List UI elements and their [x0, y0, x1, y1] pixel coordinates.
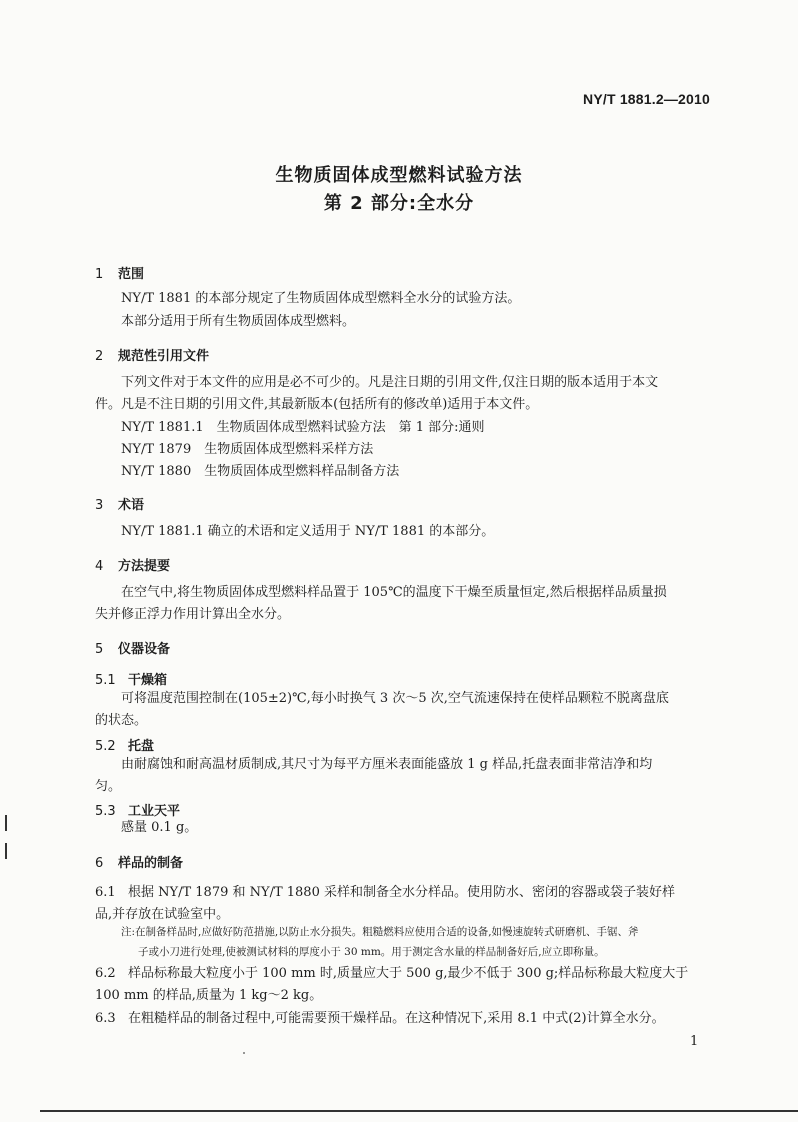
- scan-mark: [5, 843, 7, 859]
- note: 注:在制备样品时,应做好防范措施,以防止水分损失。粗糙燃料应使用合适的设备,如慢速旋转式研磨机、手锯、斧: [121, 926, 639, 938]
- section-number: 5: [95, 642, 104, 657]
- paragraph: NY/T 1881.1 确立的术语和定义适用于 NY/T 1881 的本部分。: [121, 524, 495, 539]
- section-number: 1: [95, 267, 104, 282]
- section-5-heading: [95, 638, 170, 657]
- page-bottom-border: [40, 1110, 798, 1112]
- note: 子或小刀进行处理,使被测试材料的厚度小于 30 mm。用于测定含水量的样品制备好后,应立即称量。: [138, 946, 605, 958]
- section-number: 4: [95, 559, 104, 574]
- reference-item: NY/T 1879 生物质固体成型燃料采样方法: [121, 442, 374, 457]
- section-title: 仪器设备: [118, 642, 171, 657]
- clause-number: 6.1: [95, 885, 116, 900]
- section-number: 2: [95, 349, 104, 364]
- subsection-title: 干燥箱: [128, 673, 168, 688]
- clause-number: 6.3: [95, 1011, 116, 1026]
- section-title: 范围: [118, 267, 145, 282]
- section-4-heading: [95, 555, 170, 574]
- subsection-number: 5.1: [95, 673, 116, 688]
- paragraph: 匀。: [95, 779, 122, 794]
- paragraph: 品,并存放在试验室中。: [95, 907, 230, 922]
- paragraph: 在空气中,将生物质固体成型燃料样品置于 105℃的温度下干燥至质量恒定,然后根据样品质量损: [121, 585, 667, 600]
- section-number: 3: [95, 498, 104, 513]
- paragraph: 本部分适用于所有生物质固体成型燃料。: [121, 314, 356, 329]
- reference-item: NY/T 1880 生物质固体成型燃料样品制备方法: [121, 464, 400, 479]
- clause-text: 根据 NY/T 1879 和 NY/T 1880 采样和制备全水分样品。使用防水、密闭的容器或袋子装好样: [128, 885, 675, 900]
- paragraph: 由耐腐蚀和耐高温材质制成,其尺寸为每平方厘米表面能盛放 1 g 样品,托盘表面非常洁净和均: [121, 757, 653, 772]
- subsection-5-2-heading: [95, 735, 154, 754]
- paragraph: 100 mm 的样品,质量为 1 kg～2 kg。: [95, 988, 323, 1003]
- paragraph: 件。凡是不注日期的引用文件,其最新版本(包括所有的修改单)适用于本文件。: [95, 397, 539, 412]
- page-number: 1: [690, 1034, 699, 1049]
- standard-code: NY/T 1881.2—2010: [583, 91, 710, 107]
- section-6-heading: [95, 852, 183, 871]
- paragraph: 可将温度范围控制在(105±2)℃,每小时换气 3 次～5 次,空气流速保持在使样品颗粒不脱离盘底: [121, 691, 669, 706]
- clause-6-1: [95, 882, 675, 904]
- section-title: 样品的制备: [118, 856, 184, 871]
- paragraph: 感量 0.1 g。: [121, 820, 198, 835]
- clause-number: 6.2: [95, 966, 116, 981]
- subsection-number: 5.2: [95, 739, 116, 754]
- document-title: 生物质固体成型燃料试验方法: [275, 165, 523, 186]
- section-number: 6: [95, 856, 104, 871]
- subsection-number: 5.3: [95, 804, 116, 819]
- paragraph: NY/T 1881 的本部分规定了生物质固体成型燃料全水分的试验方法。: [121, 291, 521, 306]
- section-title: 术语: [118, 498, 145, 513]
- paragraph: 下列文件对于本文件的应用是必不可少的。凡是注日期的引用文件,仅注日期的版本适用于本文: [121, 375, 659, 390]
- section-2-heading: [95, 345, 209, 364]
- subsection-5-1-heading: [95, 669, 167, 688]
- section-title: 方法提要: [118, 559, 171, 574]
- section-3-heading: [95, 494, 144, 513]
- reference-item: NY/T 1881.1 生物质固体成型燃料试验方法 第 1 部分:通则: [121, 420, 485, 435]
- clause-text: 样品标称最大粒度小于 100 mm 时,质量应大于 500 g,最少不低于 300 g;样品标称最大粒度大于: [128, 966, 689, 981]
- scan-speck: [243, 1052, 245, 1054]
- clause-text: 在粗糙样品的制备过程中,可能需要预干燥样品。在这种情况下,采用 8.1 中式(2)计算全水分。: [128, 1011, 665, 1026]
- section-1-heading: [95, 263, 144, 282]
- paragraph: 的状态。: [95, 713, 148, 728]
- clause-6-3: [95, 1008, 665, 1030]
- subsection-title: 托盘: [128, 739, 155, 754]
- document-subtitle: 第 2 部分:全水分: [323, 193, 475, 214]
- section-title: 规范性引用文件: [118, 349, 210, 364]
- subsection-title: 工业天平: [128, 804, 181, 819]
- paragraph: 失并修正浮力作用计算出全水分。: [95, 607, 291, 622]
- scan-mark: [5, 815, 7, 831]
- clause-6-2: [95, 963, 688, 985]
